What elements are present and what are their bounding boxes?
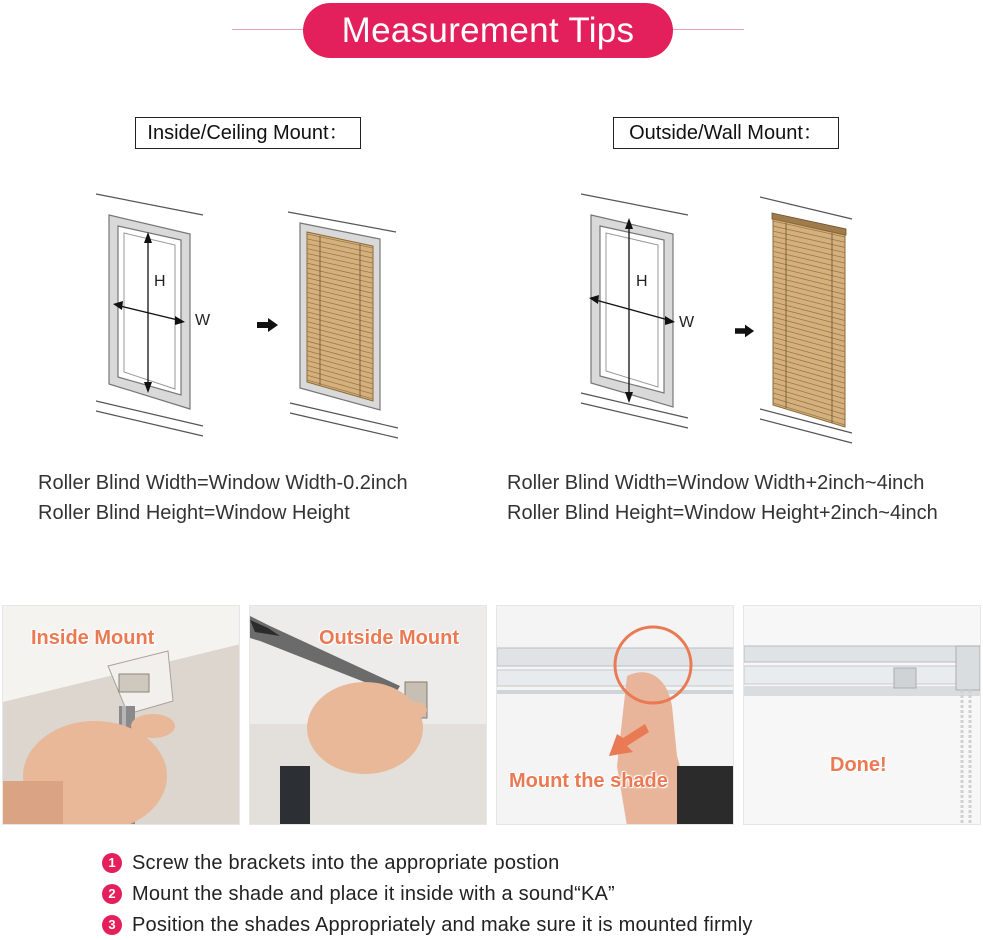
outside-arrow-icon [735, 324, 755, 338]
done-photo-image [744, 606, 981, 825]
inside-arrow-icon [257, 318, 279, 332]
outside-width-formula: Roller Blind Width=Window Width+2inch~4inch [507, 472, 925, 494]
photo-outside-mount [249, 605, 487, 825]
photo-caption-mount-shade: Mount the shade [509, 770, 668, 792]
inside-width-formula: Roller Blind Width=Window Width-0.2inch [38, 472, 408, 494]
outside-height-formula: Roller Blind Height=Window Height+2inch~4inch [507, 502, 938, 524]
outside-width-label: W [679, 314, 695, 331]
inside-mount-label: Inside/Ceiling Mount： [135, 117, 361, 149]
outside-blind-diagram [760, 195, 860, 455]
outside-mount-label: Outside/Wall Mount： [613, 117, 839, 149]
page-title: Measurement Tips [303, 3, 673, 58]
inside-height-label: H [154, 273, 166, 290]
photo-done [743, 605, 981, 825]
inside-blind-diagram [288, 210, 403, 450]
outside-height-label: H [636, 273, 648, 290]
step-2 [102, 881, 615, 907]
step-text-1: Screw the brackets into the appropriate postion [132, 851, 560, 874]
step-text-2: Mount the shade and place it inside with a sound“KA” [132, 882, 615, 905]
inside-height-formula: Roller Blind Height=Window Height [38, 502, 350, 524]
photo-caption-done: Done! [830, 754, 887, 776]
step-number-3: 3 [102, 915, 122, 935]
step-number-2: 2 [102, 884, 122, 904]
step-3 [102, 912, 753, 938]
photo-caption-inside-mount: Inside Mount [31, 627, 155, 649]
step-text-3: Position the shades Appropriately and make sure it is mounted firmly [132, 913, 753, 936]
photo-inside-mount [2, 605, 240, 825]
photo-caption-outside-mount: Outside Mount [319, 627, 459, 649]
header-rule-left [232, 29, 308, 30]
inside-width-label: W [195, 312, 211, 329]
header-rule-right [668, 29, 744, 30]
photo-mount-shade [496, 605, 734, 825]
step-1 [102, 850, 559, 876]
step-number-1: 1 [102, 853, 122, 873]
